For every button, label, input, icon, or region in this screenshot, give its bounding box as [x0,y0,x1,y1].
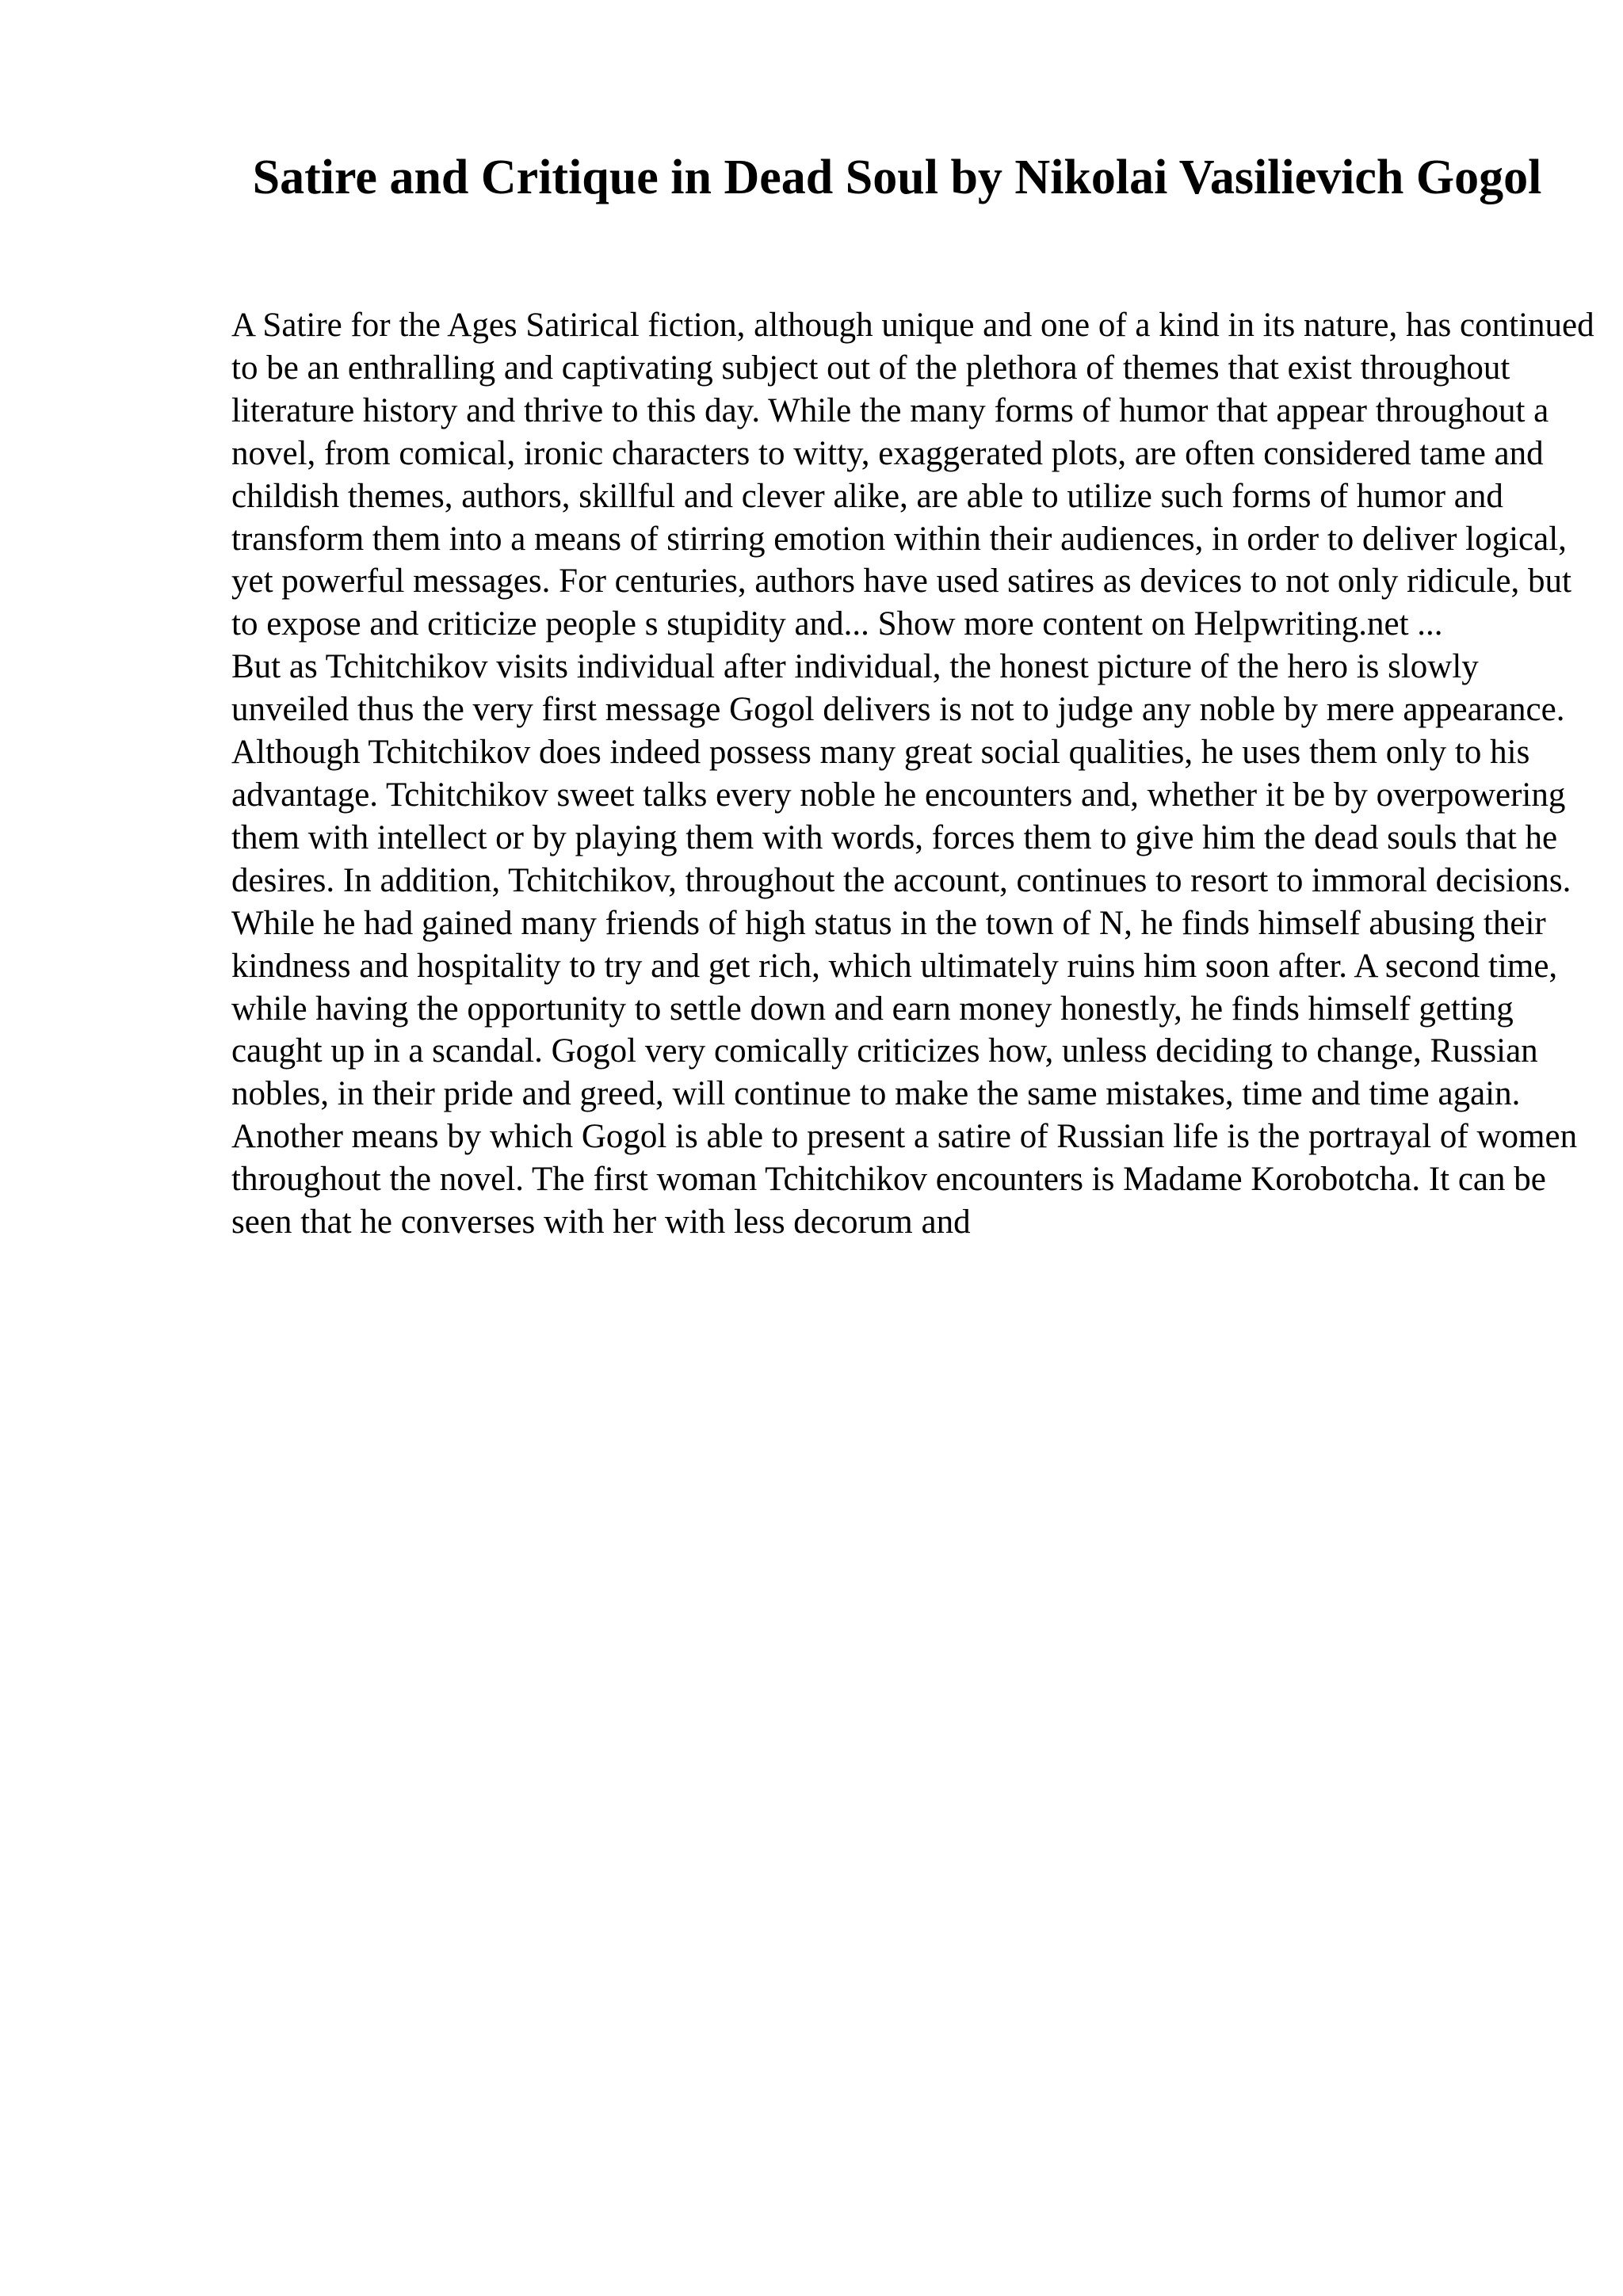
document-title: Satire and Critique in Dead Soul by Nikolai Vasilievich Gogol [252,151,1542,204]
document-body [231,304,1594,1244]
paragraph-intro: A Satire for the Ages Satirical fiction, although unique and one of a kind in its nature, has continued to be an enthralling and captivating subject out of the plethora of themes that exist throughout literature history and thrive to this day. While the many forms of humor that appear throughout a novel, from comical, ironic characters to witty, exaggerated plots, are often considered tame and childish themes, authors, skillful and clever alike, are able to utilize such forms of humor and transform them into a means of stirring emotion within their audiences, in order to deliver logical, yet powerful messages. For centuries, authors have used satires as devices to not only ridicule, but to expose and criticize people s stupidity and... Show more content on Helpwriting.net ... [231,307,1594,643]
paragraph-analysis: But as Tchitchikov visits individual after individual, the honest picture of the hero is slowly unveiled thus the very first message Gogol delivers is not to judge any noble by mere appearance. Although Tchitchikov does indeed possess many great social qualities, he uses them only to his advantage. Tchitchikov sweet talks every noble he encounters and, whether it be by overpowering them with intellect or by playing them with words, forces them to give him the dead souls that he desires. In addition, Tchitchikov, throughout the account, continues to resort to immoral decisions. While he had gained many friends of high status in the town of N, he finds himself abusing their kindness and hospitality to try and get rich, which ultimately ruins him soon after. A second time, while having the opportunity to settle down and earn money honestly, he finds himself getting caught up in a scandal. Gogol very comically criticizes how, unless deciding to change, Russian nobles, in their pride and greed, will continue to make the same mistakes, time and time again. Another means by which Gogol is able to present a satire of Russian life is the portrayal of women throughout the novel. The first woman Tchitchikov encounters is Madame Korobotcha. It can be seen that he converses with her with less decorum and [231,648,1578,1241]
